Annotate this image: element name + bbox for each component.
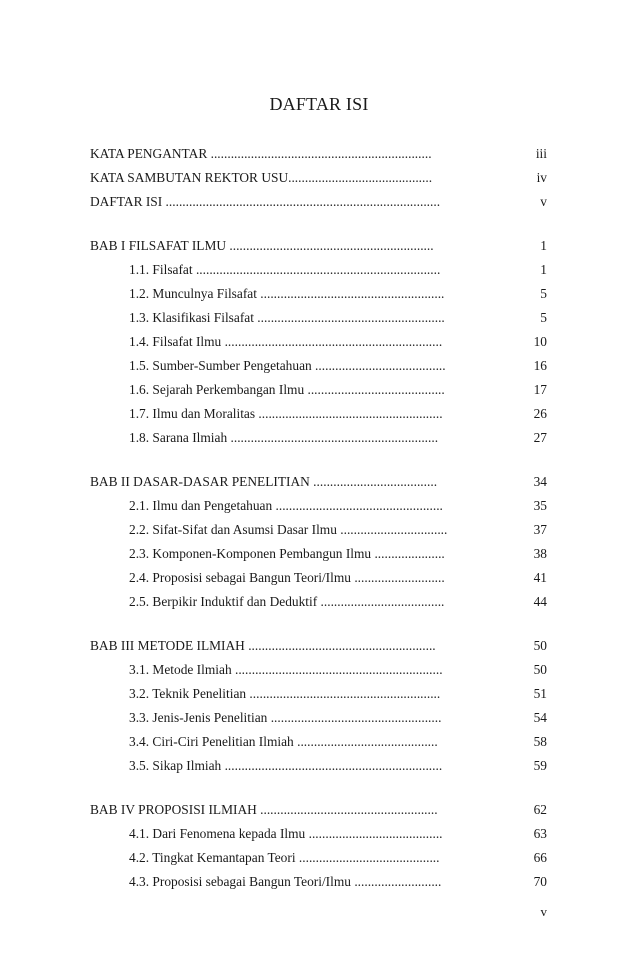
toc-entry-page: 41: [533, 570, 547, 585]
toc-entry-page: 16: [533, 358, 547, 373]
toc-subentry: [0, 658, 638, 682]
toc-subentry: [0, 282, 638, 306]
toc-entry-page: 58: [533, 734, 547, 749]
toc-subentry: [0, 402, 638, 426]
toc-subentry: [0, 590, 638, 614]
toc-entry-page: 63: [533, 826, 547, 841]
table-of-contents: [0, 142, 638, 914]
toc-entry-label: BAB I FILSAFAT ILMU .............................................................: [90, 238, 434, 253]
toc-chapter: [0, 234, 638, 258]
toc-entry: [0, 166, 638, 190]
toc-subentry: [0, 822, 638, 846]
toc-subentry: [0, 378, 638, 402]
toc-chapter: [0, 634, 638, 658]
toc-entry: [0, 142, 638, 166]
toc-entry-label: DAFTAR ISI ..................................................................................: [90, 194, 441, 209]
page-title: DAFTAR ISI: [269, 94, 369, 114]
toc-entry-label: 2.2. Sifat-Sifat dan Asumsi Dasar Ilmu ................................: [129, 522, 448, 537]
toc-entry-label: 3.5. Sikap Ilmiah .................................................................: [129, 758, 443, 773]
toc-entry-label: 4.3. Proposisi sebagai Bangun Teori/Ilmu ..........................: [129, 874, 442, 889]
toc-entry-page: 50: [533, 638, 547, 653]
toc-entry-label: 1.6. Sejarah Perkembangan Ilmu .........................................: [129, 382, 445, 397]
toc-entry-label: 2.4. Proposisi sebagai Bangun Teori/Ilmu ...........................: [129, 570, 445, 585]
toc-entry-page: 37: [533, 522, 547, 537]
toc-entry-page: 5: [540, 286, 547, 301]
toc-subentry: [0, 730, 638, 754]
toc-entry-page: 26: [533, 406, 547, 421]
toc-subentry: [0, 542, 638, 566]
toc-entry-label: 3.4. Ciri-Ciri Penelitian Ilmiah ..........................................: [129, 734, 438, 749]
toc-entry-label: 2.1. Ilmu dan Pengetahuan ..................................................: [129, 498, 443, 513]
toc-entry-page: 1: [540, 262, 547, 277]
toc-entry-label: 1.8. Sarana Ilmiah ..............................................................: [129, 430, 439, 445]
toc-entry-label: 1.7. Ilmu dan Moralitas .......................................................: [129, 406, 443, 421]
toc-subentry: [0, 306, 638, 330]
toc-entry-label: 4.2. Tingkat Kemantapan Teori ..........................................: [129, 850, 440, 865]
toc-entry-label: BAB III METODE ILMIAH ........................................................: [90, 638, 436, 653]
toc-entry-label: 1.2. Munculnya Filsafat .......................................................: [129, 286, 445, 301]
toc-entry-label: BAB II DASAR-DASAR PENELITIAN .....................................: [90, 474, 438, 489]
toc-subentry: [0, 706, 638, 730]
toc-entry-label: 1.4. Filsafat Ilmu .................................................................: [129, 334, 443, 349]
toc-entry-label: 1.1. Filsafat .........................................................................: [129, 262, 441, 277]
toc-group-bab-1: [0, 234, 638, 450]
toc-subentry: [0, 258, 638, 282]
toc-entry-page: 34: [533, 474, 547, 489]
toc-chapter: [0, 798, 638, 822]
toc-entry-page: 54: [533, 710, 547, 725]
toc-entry: [0, 190, 638, 214]
toc-subentry: [0, 354, 638, 378]
toc-subentry: [0, 330, 638, 354]
toc-entry-page: 62: [533, 802, 547, 817]
toc-entry-page: iv: [536, 170, 547, 185]
toc-entry-page: 35: [533, 498, 547, 513]
toc-entry-page: 27: [533, 430, 547, 445]
toc-entry-label: 2.3. Komponen-Komponen Pembangun Ilmu .....................: [129, 546, 445, 561]
toc-entry-page: 10: [533, 334, 547, 349]
toc-entry-label: BAB IV PROPOSISI ILMIAH .....................................................: [90, 802, 438, 817]
toc-group-bab-4: [0, 798, 638, 894]
toc-group-bab-2: [0, 470, 638, 614]
toc-group-front-matter: [0, 142, 638, 214]
toc-subentry: [0, 566, 638, 590]
toc-subentry: [0, 494, 638, 518]
toc-chapter: [0, 470, 638, 494]
toc-subentry: [0, 518, 638, 542]
toc-entry-page: 17: [533, 382, 547, 397]
toc-entry-page: 59: [533, 758, 547, 773]
toc-entry-page: 51: [533, 686, 547, 701]
toc-entry-label: 1.5. Sumber-Sumber Pengetahuan .......................................: [129, 358, 446, 373]
toc-entry-label: 4.1. Dari Fenomena kepada Ilmu ........................................: [129, 826, 443, 841]
toc-entry-page: iii: [535, 146, 547, 161]
toc-entry-page: 44: [533, 594, 547, 609]
toc-entry-label: 3.2. Teknik Penelitian .........................................................: [129, 686, 441, 701]
toc-entry-page: 70: [533, 874, 547, 889]
toc-subentry: [0, 426, 638, 450]
toc-subentry: [0, 754, 638, 778]
toc-entry-label: KATA SAMBUTAN REKTOR USU...........................................: [90, 170, 433, 185]
toc-subentry: [0, 682, 638, 706]
toc-entry-page: v: [540, 194, 547, 209]
toc-entry-label: 2.5. Berpikir Induktif dan Deduktif .....................................: [129, 594, 445, 609]
toc-entry-page: 50: [533, 662, 547, 677]
toc-entry-label: 1.3. Klasifikasi Filsafat ........................................................: [129, 310, 445, 325]
toc-entry-label: KATA PENGANTAR ..................................................................: [90, 146, 432, 161]
page-number: v: [540, 904, 547, 919]
toc-entry-page: 66: [533, 850, 547, 865]
toc-subentry: [0, 870, 638, 894]
toc-subentry: [0, 846, 638, 870]
toc-entry-label: 3.1. Metode Ilmiah ..............................................................: [129, 662, 443, 677]
toc-group-bab-3: [0, 634, 638, 778]
toc-entry-label: 3.3. Jenis-Jenis Penelitian ...................................................: [129, 710, 442, 725]
toc-entry-page: 1: [540, 238, 547, 253]
toc-entry-page: 38: [533, 546, 547, 561]
toc-entry-page: 5: [540, 310, 547, 325]
